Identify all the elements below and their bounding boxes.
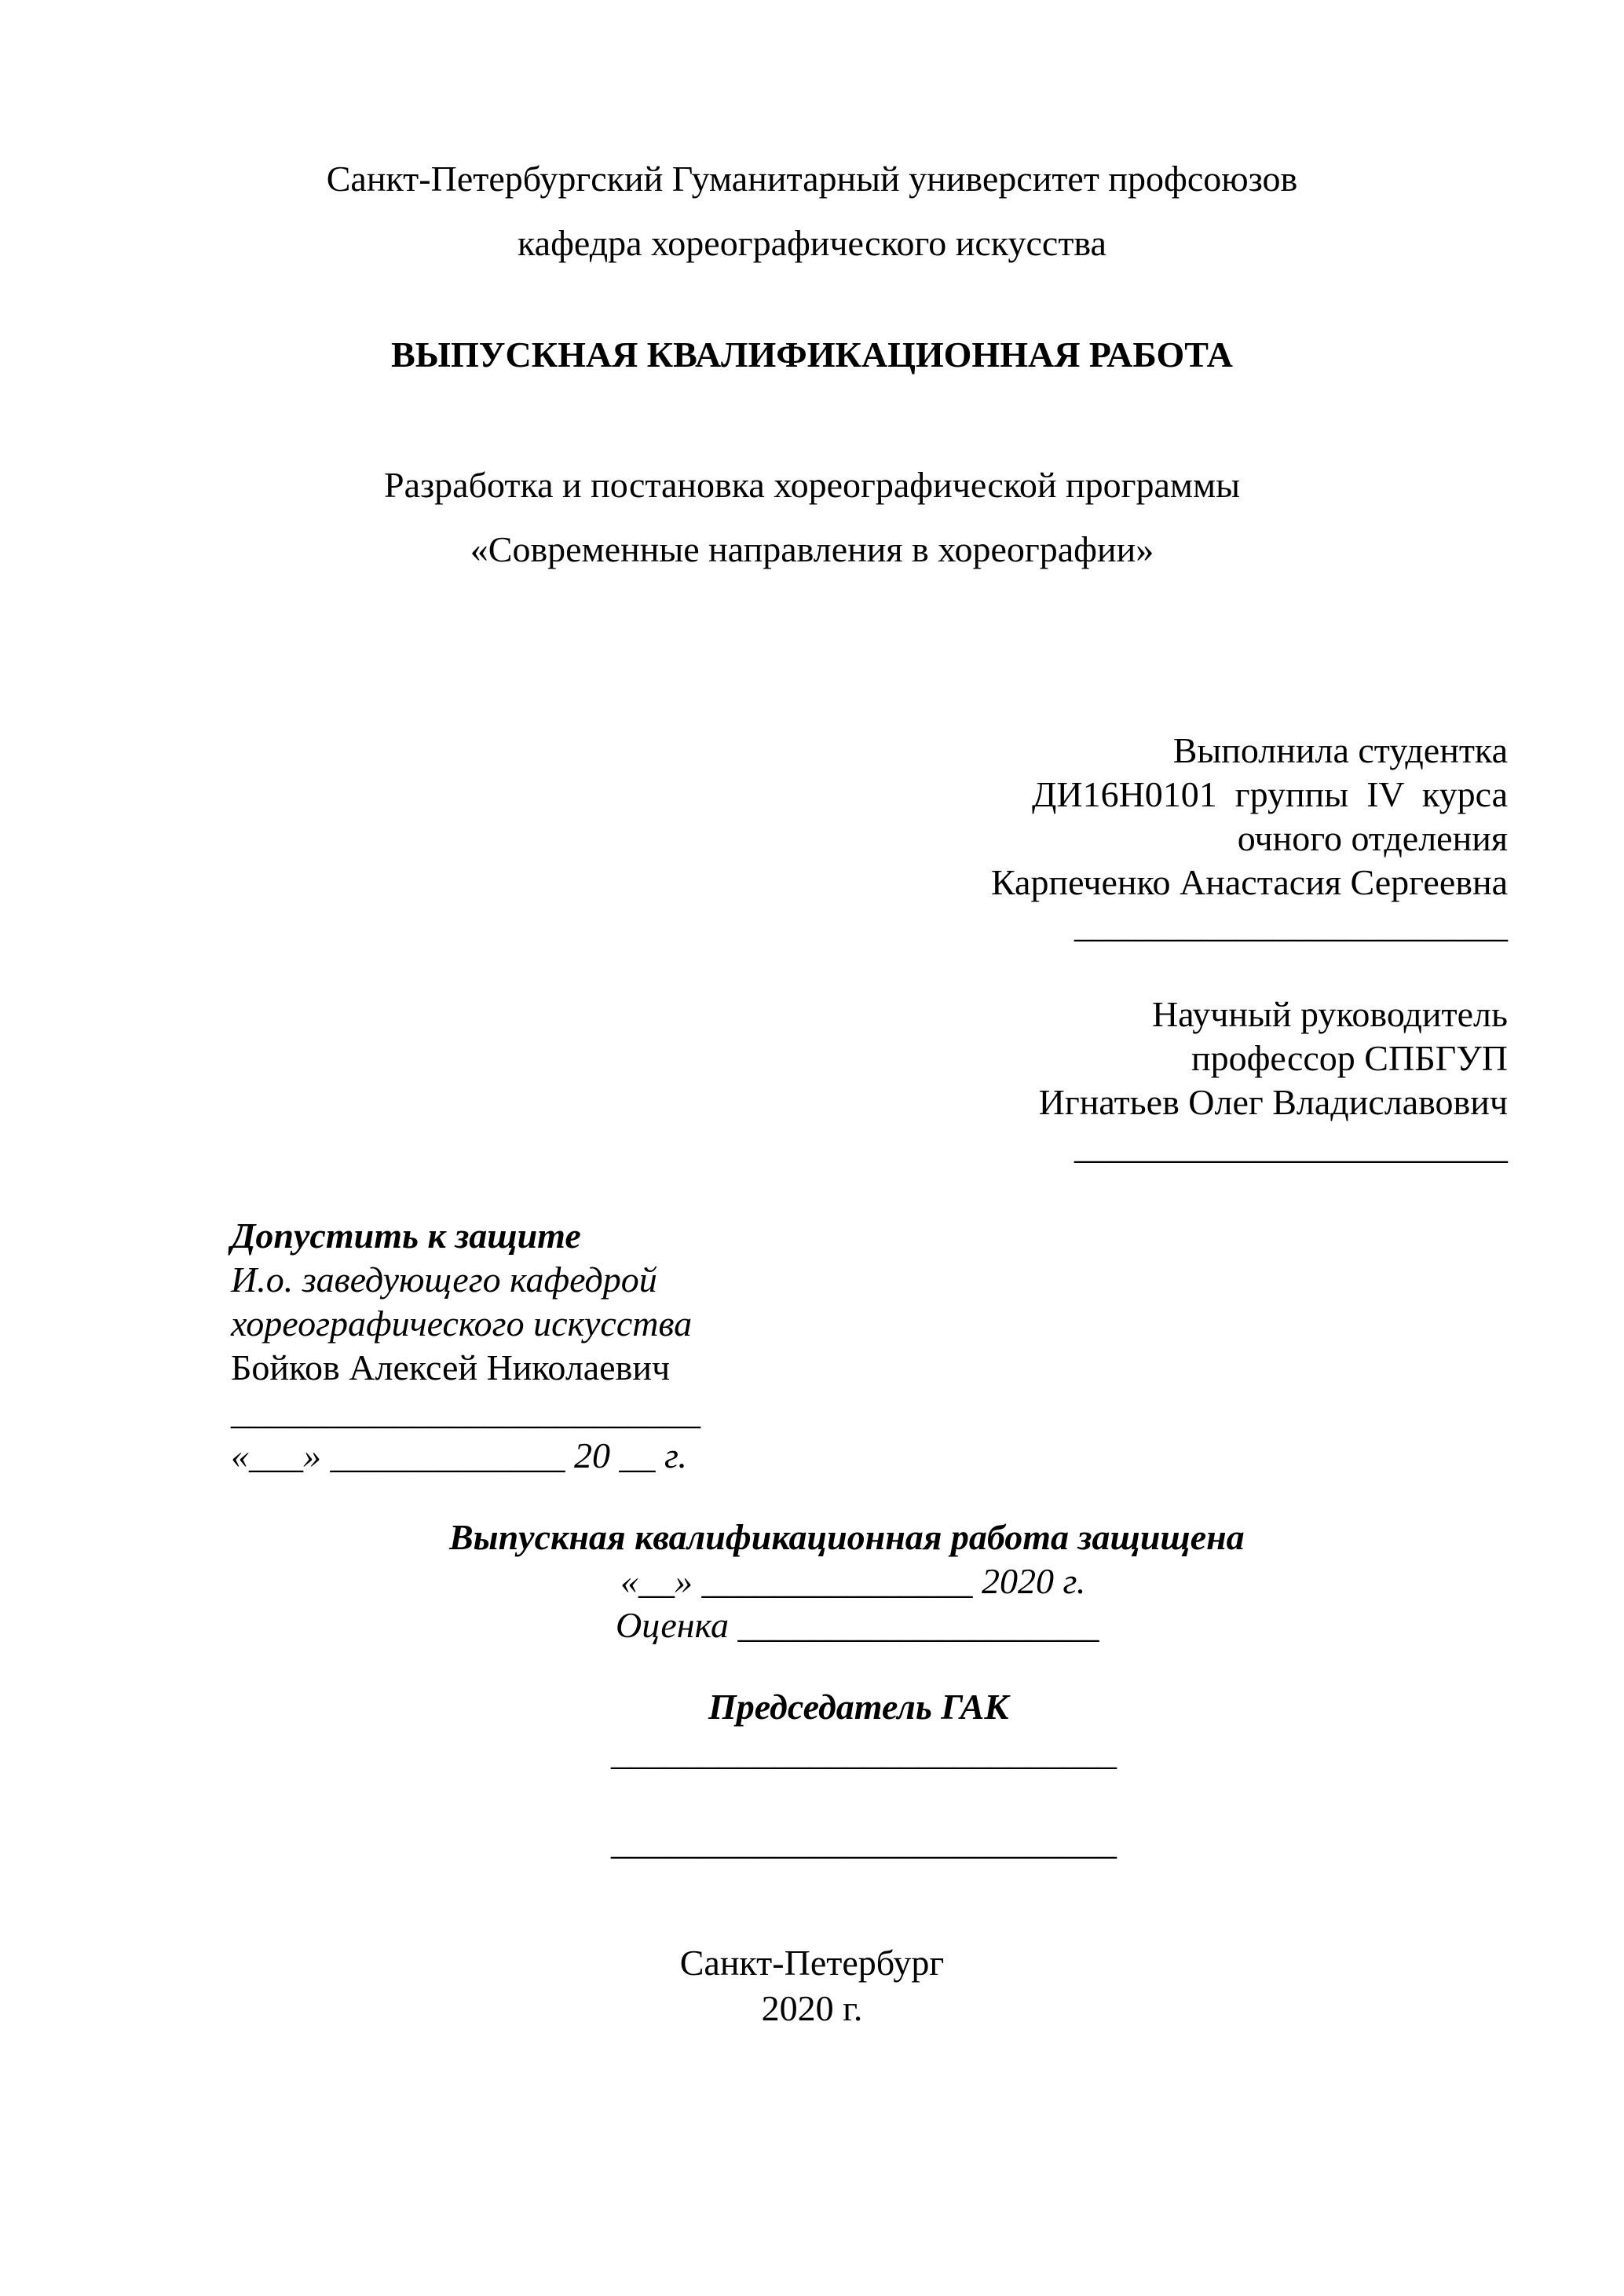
defense-date-line: «__» _______________ 2020 г. (620, 1561, 1086, 1601)
admission-role-line-1: И.о. заведующего кафедрой (231, 1260, 657, 1300)
student-label: Выполнила студентка (1172, 730, 1508, 770)
defense-title: Выпускная квалификационная работа защищена (449, 1517, 1245, 1557)
department-name: кафедра хореографического искусства (518, 223, 1106, 263)
admission-date-line: «___» _____________ 20 __ г. (231, 1435, 687, 1475)
supervisor-position: профессор СПБГУП (1191, 1038, 1508, 1078)
student-signature-line: ________________________ (1074, 905, 1508, 945)
student-form: очного отделения (1237, 818, 1508, 858)
defense-grade-line: Оценка ____________________ (616, 1605, 1099, 1645)
footer-year: 2020 г. (761, 1988, 863, 2028)
supervisor-signature-line: ________________________ (1074, 1126, 1508, 1166)
admission-signature-line: __________________________ (231, 1391, 700, 1431)
commission-signature-line-1: ____________________________ (611, 1732, 1117, 1772)
supervisor-name: Игнатьев Олег Владиславович (1038, 1082, 1508, 1122)
commission-signature-line-2: ____________________________ (611, 1822, 1117, 1862)
student-name: Карпеченко Анастасия Сергеевна (990, 862, 1508, 902)
topic-line-2: «Современные направления в хореографии» (470, 529, 1154, 569)
supervisor-label: Научный руководитель (1151, 994, 1508, 1034)
document-type-heading: ВЫПУСКНАЯ КВАЛИФИКАЦИОННАЯ РАБОТА (391, 335, 1233, 375)
admission-title: Допустить к защите (231, 1216, 581, 1256)
footer-city: Санкт-Петербург (679, 1943, 945, 1983)
admission-role-line-2: хореографического искусства (231, 1303, 693, 1344)
topic-line-1: Разработка и постановка хореографической программы (384, 465, 1240, 505)
admission-name: Бойков Алексей Николаевич (231, 1347, 671, 1387)
university-name: Санкт-Петербургский Гуманитарный университет профсоюзов (326, 159, 1298, 199)
commission-title: Председатель ГАК (708, 1687, 1009, 1727)
student-group: ДИ16Н0101 группы IV курса (1031, 774, 1508, 814)
